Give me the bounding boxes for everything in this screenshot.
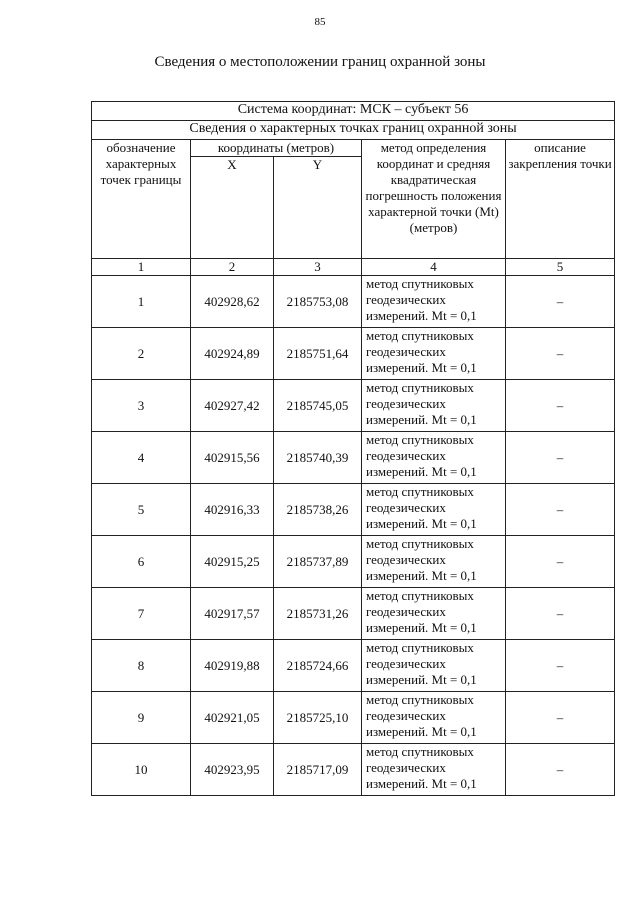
point-number: 4 xyxy=(92,432,191,484)
method-cell xyxy=(362,276,506,328)
table-row xyxy=(92,276,615,328)
point-number: 7 xyxy=(92,588,191,640)
method-line: геодезических xyxy=(366,500,446,515)
method-line: метод спутниковых xyxy=(366,380,474,395)
method-line: метод спутниковых xyxy=(366,588,474,603)
x-coordinate: 402916,33 xyxy=(191,484,274,536)
column-number: 4 xyxy=(362,259,506,276)
y-coordinate: 2185717,09 xyxy=(274,744,362,796)
column-number-row xyxy=(92,259,615,276)
method-cell xyxy=(362,692,506,744)
y-coordinate: 2185751,64 xyxy=(274,328,362,380)
method-cell xyxy=(362,744,506,796)
y-coordinate: 2185740,39 xyxy=(274,432,362,484)
page-number: 85 xyxy=(314,16,326,28)
method-line: геодезических xyxy=(366,656,446,671)
method-line: метод спутниковых xyxy=(366,744,474,759)
point-designation-header: обозначение характерных точек границы xyxy=(92,140,191,259)
x-coordinate: 402917,57 xyxy=(191,588,274,640)
point-number: 9 xyxy=(92,692,191,744)
fixing-description: – xyxy=(506,640,615,692)
table-row xyxy=(92,484,615,536)
method-line: метод спутниковых xyxy=(366,640,474,655)
method-cell xyxy=(362,588,506,640)
method-cell xyxy=(362,328,506,380)
method-line: геодезических xyxy=(366,396,446,411)
y-coordinate: 2185745,05 xyxy=(274,380,362,432)
method-line: метод спутниковых xyxy=(366,276,474,291)
fixing-description: – xyxy=(506,484,615,536)
method-cell xyxy=(362,536,506,588)
x-coordinate: 402927,42 xyxy=(191,380,274,432)
column-number: 5 xyxy=(506,259,615,276)
y-coordinate: 2185725,10 xyxy=(274,692,362,744)
fixing-description: – xyxy=(506,432,615,484)
method-line: измерений. Mt = 0,1 xyxy=(366,568,477,583)
y-coordinate: 2185724,66 xyxy=(274,640,362,692)
method-line: измерений. Mt = 0,1 xyxy=(366,776,477,791)
method-line: измерений. Mt = 0,1 xyxy=(366,308,477,323)
y-coordinate: 2185753,08 xyxy=(274,276,362,328)
column-number: 2 xyxy=(191,259,274,276)
point-number: 8 xyxy=(92,640,191,692)
point-number: 10 xyxy=(92,744,191,796)
y-coordinate: 2185737,89 xyxy=(274,536,362,588)
method-line: измерений. Mt = 0,1 xyxy=(366,412,477,427)
point-number: 1 xyxy=(92,276,191,328)
method-line: измерений. Mt = 0,1 xyxy=(366,672,477,687)
document-title: Сведения о местоположении границ охранной зоны xyxy=(154,54,486,70)
method-line: геодезических xyxy=(366,344,446,359)
table-row xyxy=(92,536,615,588)
method-line: измерений. Mt = 0,1 xyxy=(366,724,477,739)
method-line: геодезических xyxy=(366,552,446,567)
table-row xyxy=(92,432,615,484)
column-number: 3 xyxy=(274,259,362,276)
y-coordinate: 2185738,26 xyxy=(274,484,362,536)
fixing-description: – xyxy=(506,328,615,380)
method-line: геодезических xyxy=(366,760,446,775)
x-coordinate: 402915,25 xyxy=(191,536,274,588)
point-number: 5 xyxy=(92,484,191,536)
method-line: геодезических xyxy=(366,292,446,307)
method-line: измерений. Mt = 0,1 xyxy=(366,516,477,531)
y-header: Y xyxy=(274,157,362,259)
method-line: метод спутниковых xyxy=(366,484,474,499)
boundary-points-table xyxy=(91,101,615,796)
fixing-description: – xyxy=(506,276,615,328)
method-header: метод определения координат и средняя квадратическая погрешность положения характерной точки (Mt) (метров) xyxy=(362,140,506,259)
method-line: метод спутниковых xyxy=(366,536,474,551)
method-line: геодезических xyxy=(366,604,446,619)
method-line: метод спутниковых xyxy=(366,692,474,707)
table-row xyxy=(92,744,615,796)
method-line: геодезических xyxy=(366,708,446,723)
x-coordinate: 402921,05 xyxy=(191,692,274,744)
fixing-description: – xyxy=(506,588,615,640)
coordinate-system-header: Система координат: МСК – субъект 56 xyxy=(92,102,615,121)
x-coordinate: 402928,62 xyxy=(191,276,274,328)
method-line: измерений. Mt = 0,1 xyxy=(366,464,477,479)
x-coordinate: 402923,95 xyxy=(191,744,274,796)
table-row xyxy=(92,380,615,432)
point-number: 2 xyxy=(92,328,191,380)
table-row xyxy=(92,588,615,640)
section-header: Сведения о характерных точках границ охранной зоны xyxy=(92,121,615,140)
fixing-description: – xyxy=(506,692,615,744)
x-coordinate: 402919,88 xyxy=(191,640,274,692)
method-line: измерений. Mt = 0,1 xyxy=(366,360,477,375)
fixing-description: – xyxy=(506,380,615,432)
method-line: метод спутниковых xyxy=(366,432,474,447)
point-number: 3 xyxy=(92,380,191,432)
method-cell xyxy=(362,484,506,536)
method-line: метод спутниковых xyxy=(366,328,474,343)
method-cell xyxy=(362,432,506,484)
x-coordinate: 402915,56 xyxy=(191,432,274,484)
point-number: 6 xyxy=(92,536,191,588)
method-cell xyxy=(362,640,506,692)
coordinates-header: координаты (метров) xyxy=(191,140,362,157)
table-row xyxy=(92,692,615,744)
method-line: геодезических xyxy=(366,448,446,463)
column-number: 1 xyxy=(92,259,191,276)
fixing-description: – xyxy=(506,536,615,588)
fixing-description: – xyxy=(506,744,615,796)
method-line: измерений. Mt = 0,1 xyxy=(366,620,477,635)
x-header: X xyxy=(191,157,274,259)
table-row xyxy=(92,328,615,380)
method-cell xyxy=(362,380,506,432)
fixing-description-header: описание закрепления точки xyxy=(506,140,615,259)
table-row xyxy=(92,640,615,692)
y-coordinate: 2185731,26 xyxy=(274,588,362,640)
x-coordinate: 402924,89 xyxy=(191,328,274,380)
